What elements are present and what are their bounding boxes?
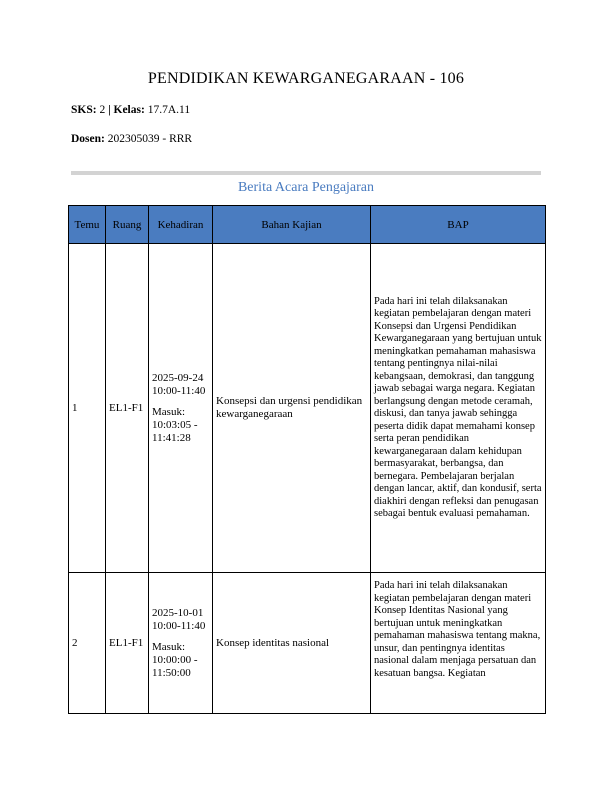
cell-bap: Pada hari ini telah dilaksanakan kegiatan pembelajaran dengan materi Konsep Identitas Nasional yang bertujuan untuk meningkatkan pemahaman mahasiswa tentang makna, unsur, dan pentingnya identitas nasional dalam menjaga persatuan dan kesatuan bangsa. Kegiatan bbox=[371, 573, 546, 714]
cell-bap: Pada hari ini telah dilaksanakan kegiatan pembelajaran dengan materi Konsepsi dan Urgensi Pendidikan Kewarganegaraan yang bertujuan untuk meningkatkan pemahaman mahasiswa tentang pentingnya nilai-nilai kebangsaan, demokrasi, dan tanggung jawab sebagai warga negara. Kegiatan berlangsung dengan metode ceramah, diskusi, dan tanya jawab sehingga peserta didik dapat memahami konsep serta peran pendidikan kewarganegaraan dalam kehidupan bermasyarakat, berbangsa, dan bernegara. Pembelajaran berjalan dengan lancar, aktif, dan kondusif, serta diakhiri dengan refleksi dan penugasan sebagai bentuk evaluasi pemahaman. bbox=[371, 244, 546, 573]
sks-kelas-line bbox=[71, 104, 190, 116]
cell-ruang: EL1-F1 bbox=[106, 573, 149, 714]
column-header-ruang: Ruang bbox=[106, 206, 149, 244]
dosen-value: 202305039 - RRR bbox=[107, 133, 193, 145]
table-row bbox=[69, 573, 546, 714]
kehadiran-masuk: Masuk: 10:00:00 - 11:50:00 bbox=[152, 640, 198, 679]
column-header-temu: Temu bbox=[69, 206, 106, 244]
separator: | bbox=[108, 104, 111, 116]
column-header-bap: BAP bbox=[371, 206, 546, 244]
cell-ruang: EL1-F1 bbox=[106, 244, 149, 573]
divider bbox=[71, 171, 541, 175]
kehadiran-masuk: Masuk: 10:03:05 - 11:41:28 bbox=[152, 405, 198, 444]
cell-kehadiran bbox=[149, 244, 213, 573]
bap-table bbox=[68, 205, 546, 714]
kelas-label: Kelas: bbox=[113, 104, 145, 116]
column-header-kehadiran: Kehadiran bbox=[149, 206, 213, 244]
section-title: Berita Acara Pengajaran bbox=[237, 180, 375, 195]
dosen-line bbox=[71, 133, 192, 145]
sks-label: SKS: bbox=[71, 104, 97, 116]
cell-kehadiran bbox=[149, 573, 213, 714]
kehadiran-time: 2025-09-24 10:00-11:40 bbox=[152, 371, 206, 397]
dosen-label: Dosen: bbox=[71, 133, 105, 145]
table-row bbox=[69, 244, 546, 573]
cell-temu: 2 bbox=[69, 573, 106, 714]
kehadiran-time: 2025-10-01 10:00-11:40 bbox=[152, 606, 206, 632]
kelas-value: 17.7A.11 bbox=[147, 104, 191, 116]
sks-value: 2 bbox=[99, 104, 106, 116]
cell-bahan-kajian: Konsepsi dan urgensi pendidikan kewarganegaraan bbox=[213, 244, 371, 573]
page-title: PENDIDIKAN KEWARGANEGARAAN - 106 bbox=[147, 70, 465, 87]
cell-temu: 1 bbox=[69, 244, 106, 573]
table-header-row bbox=[69, 206, 546, 244]
cell-bahan-kajian: Konsep identitas nasional bbox=[213, 573, 371, 714]
column-header-bahan-kajian: Bahan Kajian bbox=[213, 206, 371, 244]
